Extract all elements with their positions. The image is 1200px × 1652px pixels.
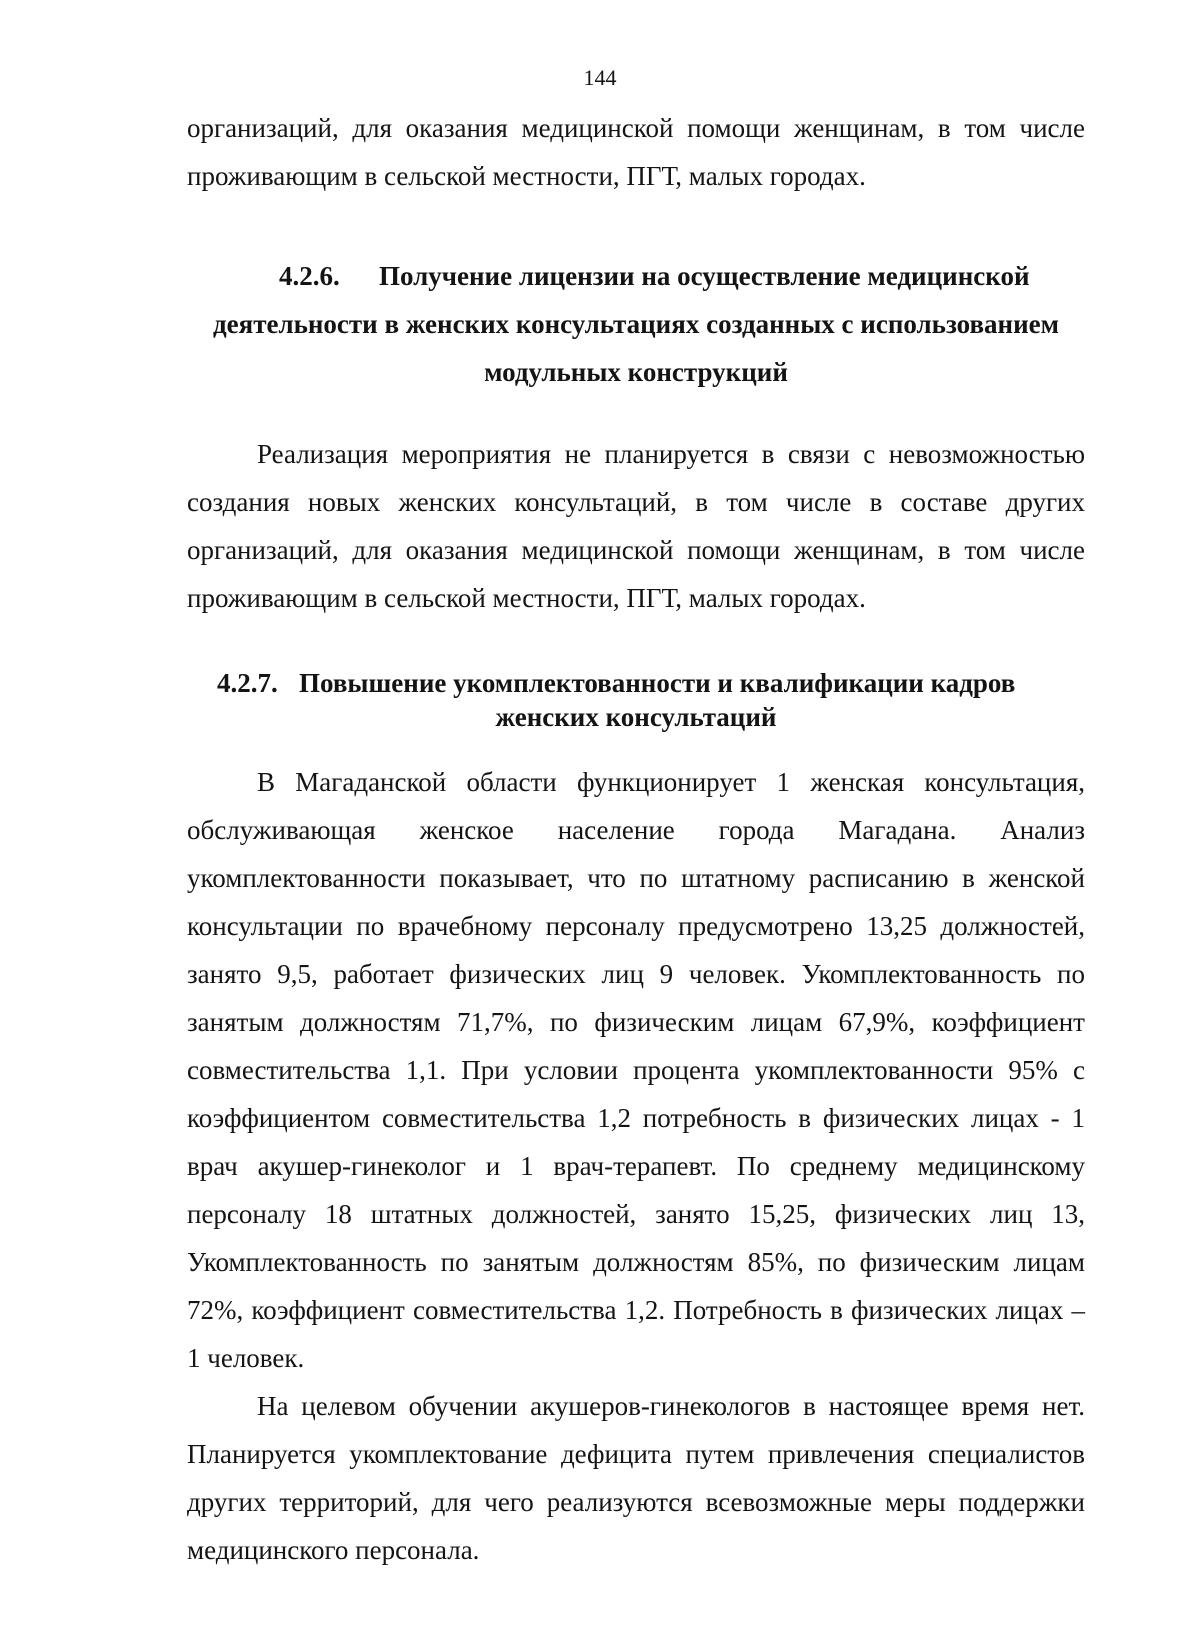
section-4-2-6-paragraph: Реализация мероприятия не планируется в связи с невозможностью создания новых женских консультаций, в том числе в составе других организаций, для оказания медицинской помощи женщинам, в том числе проживающим в сельской местности, ПГТ, малых городах.	[187, 439, 1085, 613]
intro-paragraph: организаций, для оказания медицинской помощи женщинам, в том числе проживающим в сельской местности, ПГТ, малых городах.	[187, 113, 1085, 191]
section-heading-4-2-7	[187, 666, 1085, 734]
section-4-2-7-paragraph-2: На целевом обучении акушеров-гинекологов в настоящее время нет. Планируется укомплектование дефицита путем привлечения специалистов других территорий, для чего реализуются всевозможные меры поддержки медицинского персонала.	[187, 1391, 1085, 1565]
section-heading-line-1	[187, 666, 1085, 700]
section-title-part-3: модульных конструкций	[484, 357, 788, 387]
section-title-part-2: деятельности в женских консультациях созданных с использованием	[212, 309, 1060, 339]
section-title-part-2: женских консультаций	[495, 702, 777, 732]
section-heading-line-1	[187, 252, 1085, 300]
section-heading-4-2-6	[187, 252, 1085, 396]
section-title-part-1: Повышение укомплектованности и квалификации кадров	[299, 668, 1016, 698]
page-content	[187, 104, 1085, 1574]
section-number: 4.2.6.	[279, 261, 340, 291]
section-title-part-1: Получение лицензии на осуществление медицинской	[379, 261, 1030, 291]
section-4-2-7-paragraph-1: В Магаданской области функционирует 1 женская консультация, обслуживающая женское население города Магадана. Анализ укомплектованности показывает, что по штатному расписанию в женской консультации по врачебному персоналу предусмотрено 13,25 должностей, занято 9,5, работает физических лиц 9 человек. Укомплектованность по занятым должностям 71,7%, по физическим лицам 67,9%, коэффициент совместительства 1,1. При условии процента укомплектованности 95% с коэффициентом совместительства 1,2 потребность в физических лицах - 1 врач акушер-гинеколог и 1 врач-терапевт. По среднему медицинскому персоналу 18 штатных должностей, занято 15,25, физических лиц 13, Укомплектованность по занятым должностям 85%, по физическим лицам 72%, коэффициент совместительства 1,2. Потребность в физических лицах – 1 человек.	[187, 767, 1085, 1373]
section-number: 4.2.7.	[217, 668, 278, 698]
page-number: 144	[583, 65, 617, 90]
